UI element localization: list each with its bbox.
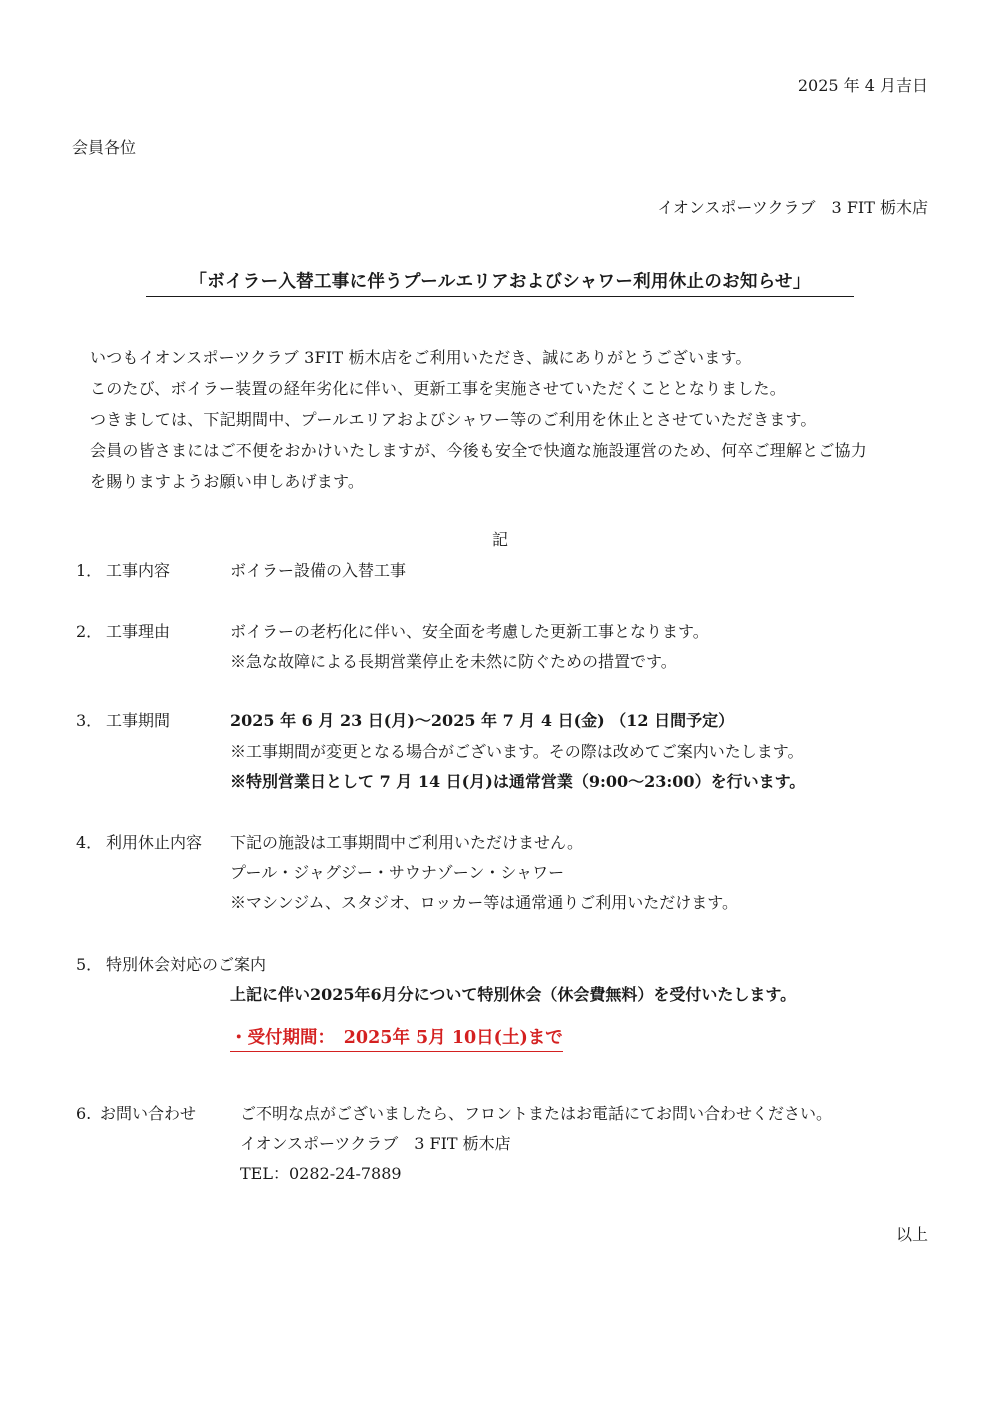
item-5-text: 上記に伴い2025年6月分について特別休会（休会費無料）を受付いたします。 bbox=[230, 985, 797, 1004]
intro-line: いつもイオンスポーツクラブ 3FIT 栃木店をご利用いただき、誠にありがとうございます。 bbox=[90, 348, 752, 367]
item-6-number: 6. bbox=[76, 1104, 92, 1123]
item-4-text: 下記の施設は工事期間中ご利用いただけません。 bbox=[230, 833, 583, 852]
item-5-number: 5． bbox=[76, 955, 103, 974]
item-5-label: 特別休会対応のご案内 bbox=[106, 955, 267, 974]
item-2-note: ※急な故障による長期営業停止を未然に防ぐための措置です。 bbox=[230, 652, 677, 671]
item-2-label: 工事理由 bbox=[106, 622, 171, 641]
intro-line: を賜りますようお願い申しあげます。 bbox=[90, 472, 365, 491]
item-6-text: ご不明な点がございましたら、フロントまたはお電話にてお問い合わせください。 bbox=[240, 1104, 833, 1123]
item-3-special-day: ※特別営業日として 7 月 14 日(月)は通常営業（9:00～23:00）を行います。 bbox=[230, 772, 806, 791]
recipient: 会員各位 bbox=[72, 138, 137, 157]
notice-title: 「ボイラー入替工事に伴うプールエリアおよびシャワー利用休止のお知らせ」 bbox=[146, 272, 854, 297]
intro-paragraph bbox=[90, 342, 940, 497]
item-1-label: 工事内容 bbox=[106, 561, 171, 580]
item-3-label: 工事期間 bbox=[106, 711, 171, 730]
intro-line: つきましては、下記期間中、プールエリアおよびシャワー等のご利用を休止とさせていただきます。 bbox=[90, 410, 817, 429]
item-6-club-name: イオンスポーツクラブ 3 FIT 栃木店 bbox=[240, 1134, 511, 1153]
item-4-number: 4． bbox=[76, 833, 103, 852]
item-2-text: ボイラーの老朽化に伴い、安全面を考慮した更新工事となります。 bbox=[230, 622, 709, 641]
item-6-phone: TEL：0282-24-7889 bbox=[240, 1164, 402, 1183]
item-6-label: お問い合わせ bbox=[100, 1104, 197, 1123]
item-4-facilities: プール・ジャグジー・サウナゾーン・シャワー bbox=[230, 863, 565, 882]
item-4-note: ※マシンジム、スタジオ、ロッカー等は通常通りご利用いただけます。 bbox=[230, 893, 739, 912]
closing: 以上 bbox=[895, 1225, 928, 1244]
item-4-label: 利用休止内容 bbox=[106, 833, 203, 852]
item-3-number: 3． bbox=[76, 711, 103, 730]
item-1-number: 1． bbox=[76, 561, 103, 580]
item-2-number: 2． bbox=[76, 622, 103, 641]
notice-date: 2025 年 4 月吉日 bbox=[797, 76, 928, 95]
item-1-text: ボイラー設備の入替工事 bbox=[230, 561, 407, 580]
intro-line: 会員の皆さまにはご不便をおかけいたしますが、今後も安全で快適な施設運営のため、何卒ご理解とご協力 bbox=[90, 441, 867, 460]
sender: イオンスポーツクラブ 3 FIT 栃木店 bbox=[657, 198, 928, 217]
item-3-note: ※工事期間が変更となる場合がございます。その際は改めてご案内いたします。 bbox=[230, 742, 804, 761]
item-3-period: 2025 年 6 月 23 日(月)～2025 年 7 月 4 日(金) （12 日間予定） bbox=[230, 711, 735, 730]
item-5-deadline: ・受付期間： 2025年 5月 10日(土)まで bbox=[230, 1028, 563, 1052]
ki-heading: 記 bbox=[492, 530, 509, 549]
intro-line: このたび、ボイラー装置の経年劣化に伴い、更新工事を実施させていただくこととなりました。 bbox=[90, 379, 786, 398]
